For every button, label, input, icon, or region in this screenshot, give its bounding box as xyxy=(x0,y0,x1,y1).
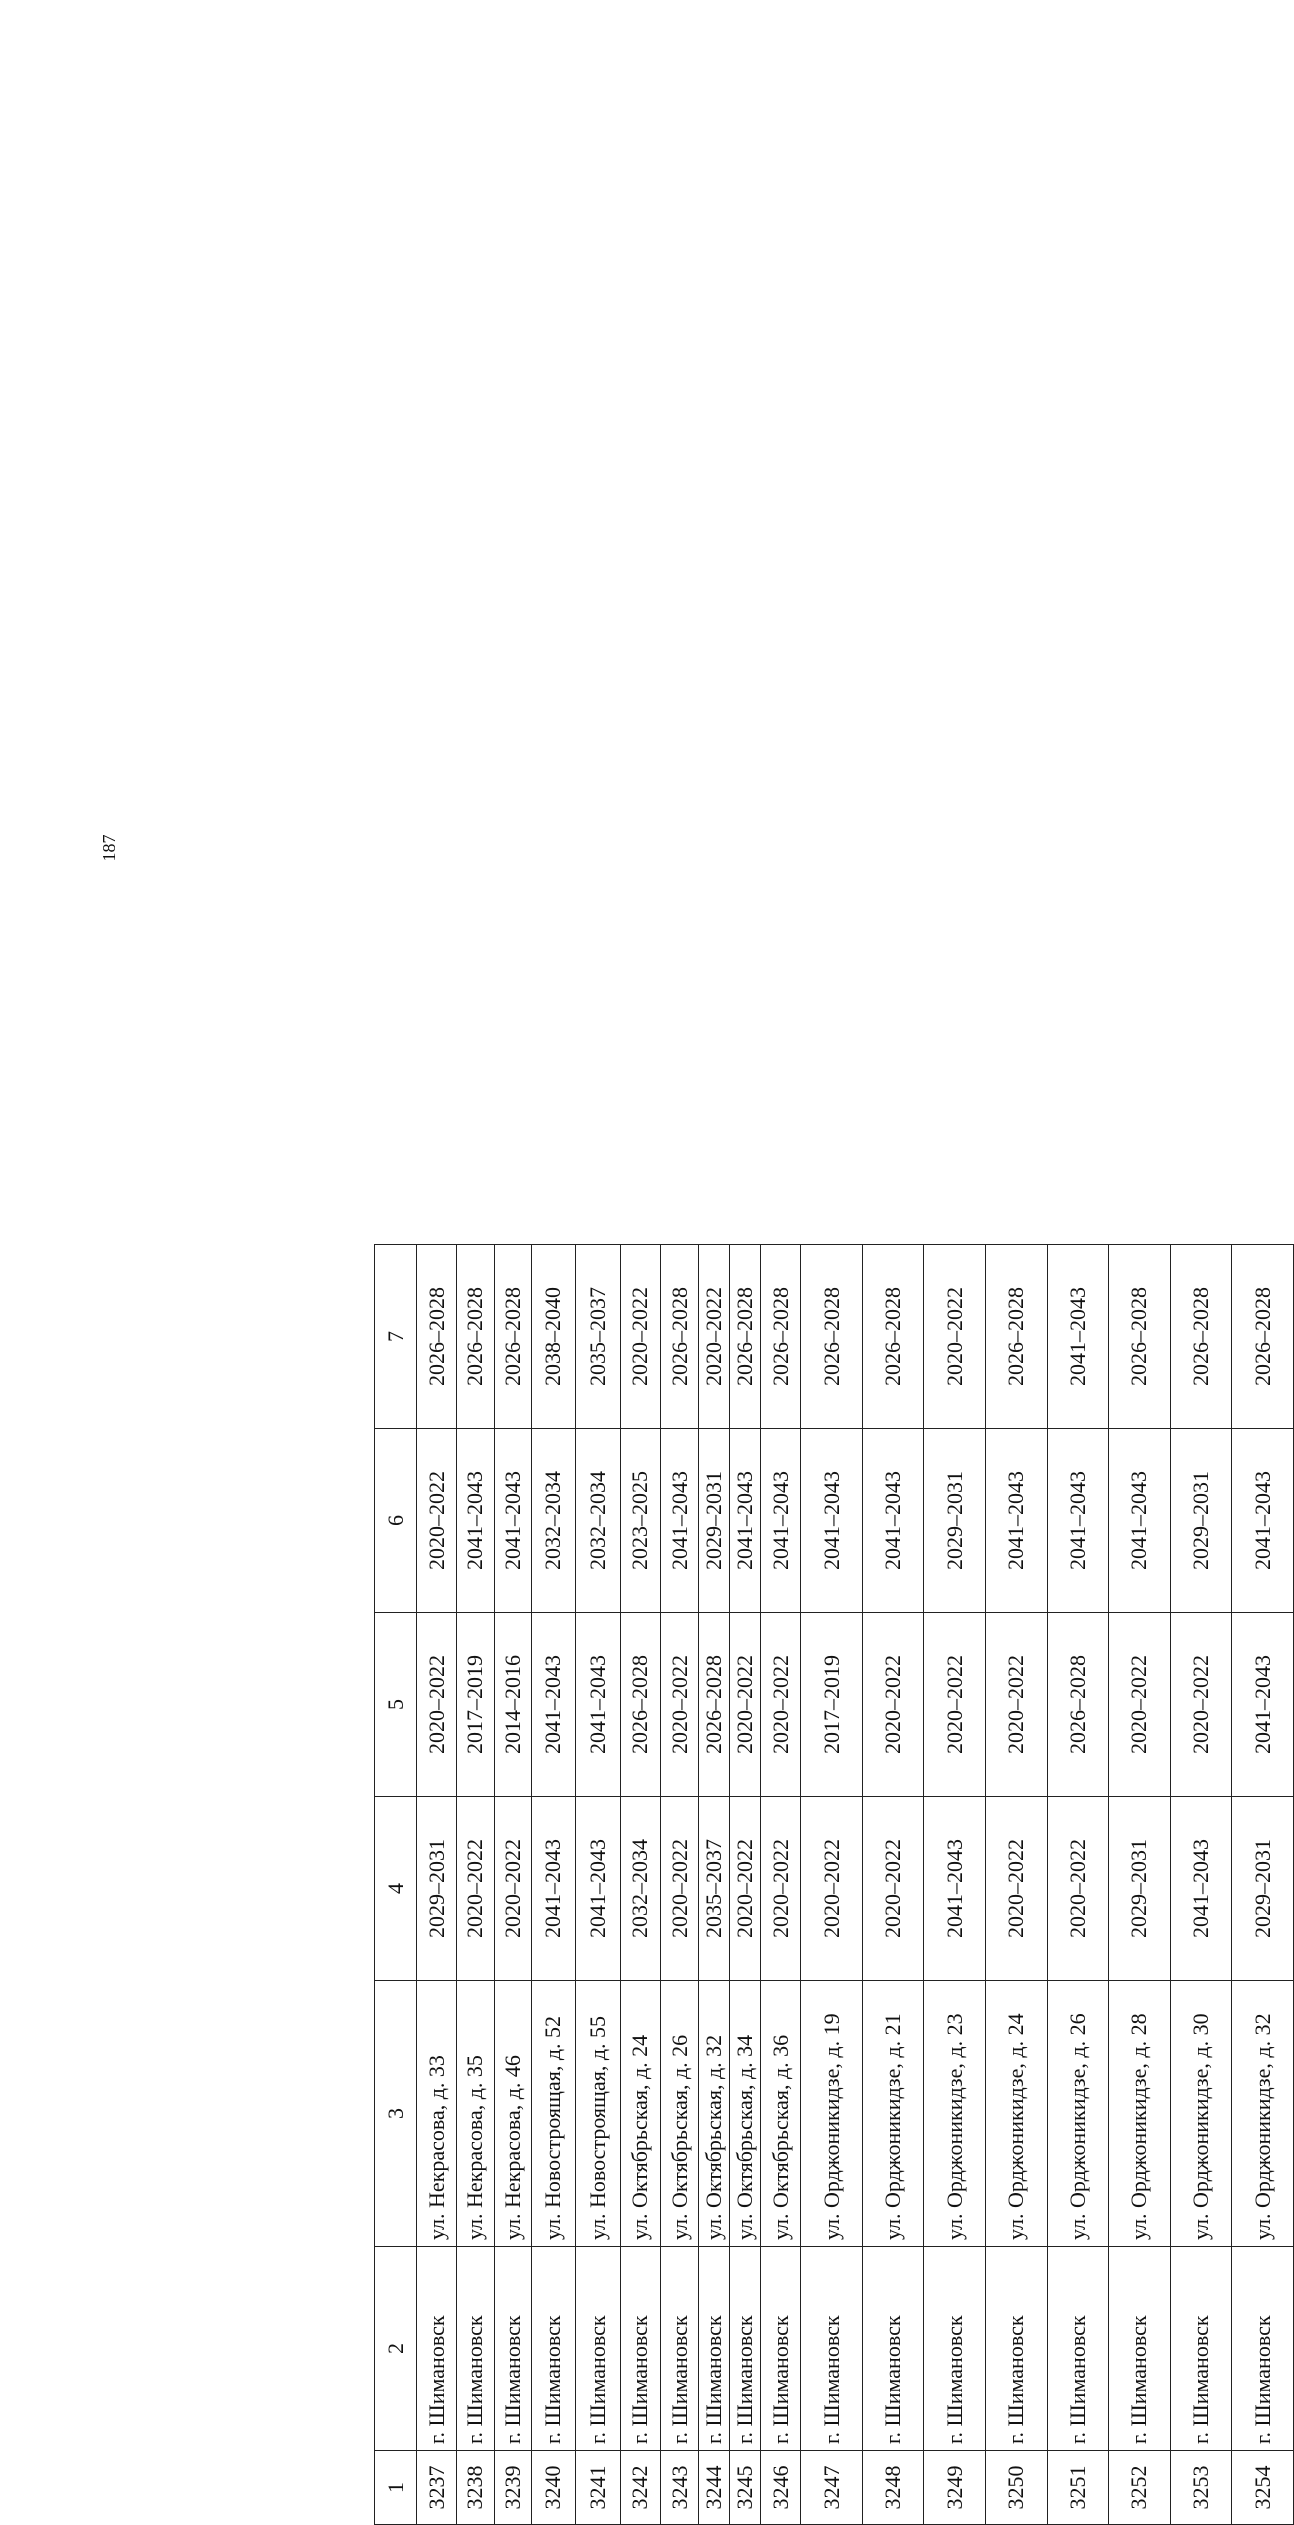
period-cell: 2017–2019 xyxy=(800,1612,862,1796)
settlement-cell: г. Шимановск xyxy=(1231,2246,1293,2450)
page-number: 187 xyxy=(99,834,119,862)
address-cell: ул. Орджоникидзе, д. 24 xyxy=(985,1980,1047,2246)
address-cell: ул. Октябрьская, д. 24 xyxy=(620,1980,660,2246)
period-cell: 2020–2022 xyxy=(698,1244,729,1428)
period-cell: 2026–2028 xyxy=(1170,1244,1232,1428)
row-number-cell: 3254 xyxy=(1231,2450,1293,2524)
period-cell: 2020–2022 xyxy=(862,1612,924,1796)
period-cell: 2041–2043 xyxy=(1170,1796,1232,1980)
period-cell: 2020–2022 xyxy=(456,1796,493,1980)
address-cell: ул. Некрасова, д. 33 xyxy=(416,1980,456,2246)
period-cell: 2041–2043 xyxy=(575,1796,620,1980)
address-cell: ул. Новостроящая, д. 52 xyxy=(531,1980,576,2246)
period-cell: 2041–2043 xyxy=(456,1428,493,1612)
period-cell: 2041–2043 xyxy=(862,1428,924,1612)
period-cell: 2041–2043 xyxy=(1231,1612,1293,1796)
table-row xyxy=(923,1244,985,2524)
settlement-cell: г. Шимановск xyxy=(531,2246,576,2450)
table-row xyxy=(760,1244,800,2524)
row-number-cell: 3249 xyxy=(923,2450,985,2524)
address-cell: ул. Октябрьская, д. 34 xyxy=(729,1980,760,2246)
row-number-cell: 3241 xyxy=(575,2450,620,2524)
settlement-cell: г. Шимановск xyxy=(985,2246,1047,2450)
address-cell: ул. Некрасова, д. 35 xyxy=(456,1980,493,2246)
renovation-schedule-table xyxy=(374,1244,1294,2525)
settlement-cell: г. Шимановск xyxy=(575,2246,620,2450)
period-cell: 2020–2022 xyxy=(729,1796,760,1980)
table-row xyxy=(1047,1244,1109,2524)
period-cell: 2020–2022 xyxy=(760,1796,800,1980)
period-cell: 2041–2043 xyxy=(531,1612,576,1796)
row-number-cell: 3243 xyxy=(660,2450,698,2524)
period-cell: 2032–2034 xyxy=(531,1428,576,1612)
period-cell: 2020–2022 xyxy=(494,1796,531,1980)
address-cell: ул. Новостроящая, д. 55 xyxy=(575,1980,620,2246)
settlement-cell: г. Шимановск xyxy=(456,2246,493,2450)
header-cell: 5 xyxy=(374,1612,416,1796)
row-number-cell: 3246 xyxy=(760,2450,800,2524)
table-row xyxy=(531,1244,576,2524)
settlement-cell: г. Шимановск xyxy=(862,2246,924,2450)
header-row xyxy=(374,1244,416,2524)
period-cell: 2026–2028 xyxy=(1108,1244,1170,1428)
period-cell: 2020–2022 xyxy=(862,1796,924,1980)
period-cell: 2020–2022 xyxy=(729,1612,760,1796)
settlement-cell: г. Шимановск xyxy=(923,2246,985,2450)
period-cell: 2041–2043 xyxy=(760,1428,800,1612)
period-cell: 2020–2022 xyxy=(620,1244,660,1428)
period-cell: 2023–2025 xyxy=(620,1428,660,1612)
settlement-cell: г. Шимановск xyxy=(416,2246,456,2450)
period-cell: 2020–2022 xyxy=(416,1428,456,1612)
address-cell: ул. Орджоникидзе, д. 19 xyxy=(800,1980,862,2246)
period-cell: 2026–2028 xyxy=(494,1244,531,1428)
table-row xyxy=(1231,1244,1293,2524)
period-cell: 2020–2022 xyxy=(985,1612,1047,1796)
period-cell: 2026–2028 xyxy=(1047,1612,1109,1796)
period-cell: 2041–2043 xyxy=(1047,1244,1109,1428)
period-cell: 2014–2016 xyxy=(494,1612,531,1796)
settlement-cell: г. Шимановск xyxy=(729,2246,760,2450)
address-cell: ул. Некрасова, д. 46 xyxy=(494,1980,531,2246)
row-number-cell: 3245 xyxy=(729,2450,760,2524)
period-cell: 2026–2028 xyxy=(620,1612,660,1796)
table-row xyxy=(698,1244,729,2524)
settlement-cell: г. Шимановск xyxy=(800,2246,862,2450)
header-cell: 4 xyxy=(374,1796,416,1980)
period-cell: 2020–2022 xyxy=(923,1612,985,1796)
period-cell: 2020–2022 xyxy=(1170,1612,1232,1796)
table-row xyxy=(620,1244,660,2524)
period-cell: 2020–2022 xyxy=(416,1612,456,1796)
period-cell: 2041–2043 xyxy=(800,1428,862,1612)
table-row xyxy=(800,1244,862,2524)
period-cell: 2029–2031 xyxy=(1108,1796,1170,1980)
period-cell: 2041–2043 xyxy=(1108,1428,1170,1612)
period-cell: 2026–2028 xyxy=(660,1244,698,1428)
table-row xyxy=(862,1244,924,2524)
row-number-cell: 3244 xyxy=(698,2450,729,2524)
period-cell: 2020–2022 xyxy=(760,1612,800,1796)
header-cell: 2 xyxy=(374,2246,416,2450)
table-row xyxy=(1108,1244,1170,2524)
row-number-cell: 3251 xyxy=(1047,2450,1109,2524)
period-cell: 2026–2028 xyxy=(985,1244,1047,1428)
settlement-cell: г. Шимановск xyxy=(698,2246,729,2450)
period-cell: 2020–2022 xyxy=(1108,1612,1170,1796)
period-cell: 2035–2037 xyxy=(698,1796,729,1980)
header-cell: 6 xyxy=(374,1428,416,1612)
period-cell: 2026–2028 xyxy=(729,1244,760,1428)
period-cell: 2041–2043 xyxy=(660,1428,698,1612)
period-cell: 2020–2022 xyxy=(923,1244,985,1428)
period-cell: 2026–2028 xyxy=(1231,1244,1293,1428)
table-row xyxy=(416,1244,456,2524)
period-cell: 2041–2043 xyxy=(531,1796,576,1980)
table-row xyxy=(456,1244,493,2524)
header-cell: 1 xyxy=(374,2450,416,2524)
row-number-cell: 3240 xyxy=(531,2450,576,2524)
settlement-cell: г. Шимановск xyxy=(620,2246,660,2450)
period-cell: 2029–2031 xyxy=(1231,1796,1293,1980)
settlement-cell: г. Шимановск xyxy=(1047,2246,1109,2450)
period-cell: 2020–2022 xyxy=(1047,1796,1109,1980)
period-cell: 2029–2031 xyxy=(416,1796,456,1980)
table-row xyxy=(660,1244,698,2524)
period-cell: 2026–2028 xyxy=(862,1244,924,1428)
address-cell: ул. Орджоникидзе, д. 32 xyxy=(1231,1980,1293,2246)
row-number-cell: 3253 xyxy=(1170,2450,1232,2524)
row-number-cell: 3252 xyxy=(1108,2450,1170,2524)
address-cell: ул. Октябрьская, д. 26 xyxy=(660,1980,698,2246)
row-number-cell: 3239 xyxy=(494,2450,531,2524)
table-row xyxy=(575,1244,620,2524)
period-cell: 2020–2022 xyxy=(660,1612,698,1796)
settlement-cell: г. Шимановск xyxy=(660,2246,698,2450)
settlement-cell: г. Шимановск xyxy=(760,2246,800,2450)
period-cell: 2041–2043 xyxy=(575,1612,620,1796)
period-cell: 2035–2037 xyxy=(575,1244,620,1428)
period-cell: 2017–2019 xyxy=(456,1612,493,1796)
address-cell: ул. Орджоникидзе, д. 30 xyxy=(1170,1980,1232,2246)
address-cell: ул. Октябрьская, д. 32 xyxy=(698,1980,729,2246)
table-row xyxy=(985,1244,1047,2524)
table-container xyxy=(374,1245,1294,2525)
table-row xyxy=(1170,1244,1232,2524)
period-cell: 2026–2028 xyxy=(456,1244,493,1428)
period-cell: 2026–2028 xyxy=(760,1244,800,1428)
period-cell: 2026–2028 xyxy=(800,1244,862,1428)
row-number-cell: 3247 xyxy=(800,2450,862,2524)
address-cell: ул. Орджоникидзе, д. 28 xyxy=(1108,1980,1170,2246)
period-cell: 2029–2031 xyxy=(923,1428,985,1612)
header-cell: 7 xyxy=(374,1244,416,1428)
period-cell: 2041–2043 xyxy=(1047,1428,1109,1612)
period-cell: 2032–2034 xyxy=(575,1428,620,1612)
address-cell: ул. Октябрьская, д. 36 xyxy=(760,1980,800,2246)
period-cell: 2029–2031 xyxy=(698,1428,729,1612)
period-cell: 2026–2028 xyxy=(698,1612,729,1796)
period-cell: 2041–2043 xyxy=(985,1428,1047,1612)
settlement-cell: г. Шимановск xyxy=(494,2246,531,2450)
period-cell: 2026–2028 xyxy=(416,1244,456,1428)
period-cell: 2029–2031 xyxy=(1170,1428,1232,1612)
period-cell: 2020–2022 xyxy=(985,1796,1047,1980)
period-cell: 2032–2034 xyxy=(620,1796,660,1980)
address-cell: ул. Орджоникидзе, д. 21 xyxy=(862,1980,924,2246)
period-cell: 2041–2043 xyxy=(923,1796,985,1980)
settlement-cell: г. Шимановск xyxy=(1108,2246,1170,2450)
period-cell: 2038–2040 xyxy=(531,1244,576,1428)
period-cell: 2041–2043 xyxy=(494,1428,531,1612)
settlement-cell: г. Шимановск xyxy=(1170,2246,1232,2450)
header-cell: 3 xyxy=(374,1980,416,2246)
row-number-cell: 3250 xyxy=(985,2450,1047,2524)
address-cell: ул. Орджоникидзе, д. 26 xyxy=(1047,1980,1109,2246)
row-number-cell: 3238 xyxy=(456,2450,493,2524)
period-cell: 2041–2043 xyxy=(729,1428,760,1612)
address-cell: ул. Орджоникидзе, д. 23 xyxy=(923,1980,985,2246)
table-row xyxy=(494,1244,531,2524)
row-number-cell: 3237 xyxy=(416,2450,456,2524)
table-row xyxy=(729,1244,760,2524)
period-cell: 2020–2022 xyxy=(660,1796,698,1980)
period-cell: 2020–2022 xyxy=(800,1796,862,1980)
row-number-cell: 3248 xyxy=(862,2450,924,2524)
period-cell: 2041–2043 xyxy=(1231,1428,1293,1612)
row-number-cell: 3242 xyxy=(620,2450,660,2524)
